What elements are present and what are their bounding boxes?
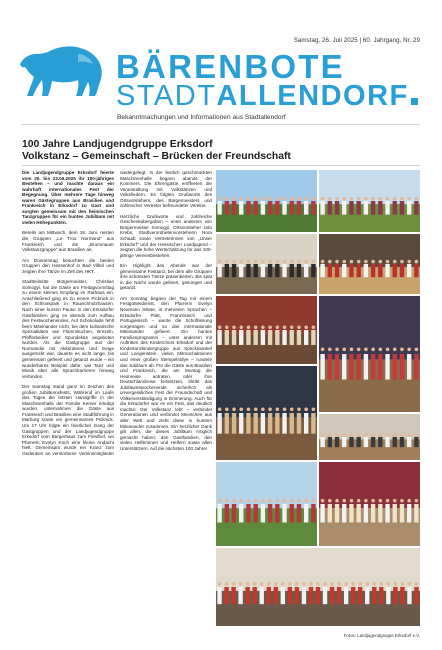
article-paragraph: Ein Highlight des Abends war der gemeinsame Festtanz, bei dem alle Gruppen ihre schönsten Tänze präsentierten. Bis spät in die Nacht wurde gefeiert, gesungen und getanzt.	[120, 263, 212, 291]
masthead-title-bottom	[116, 82, 418, 111]
photo-evening-dance	[216, 366, 317, 460]
photo-stage-group	[216, 296, 317, 364]
issue-date: Samstag, 26. Juli 2025 | 60. Jahrgang, Nr. 29	[293, 37, 420, 44]
article-lead: Die Landjugendgruppe Erksdorf feierte vom 20. bis 22.06.2025 ihr 100-jähriges Bestehen – und machte daraus ein wahrhaft internationales Fest der Begegnung. Über mehrere Tage hinweg waren Gästegruppen aus Brasilien und Frankreich in Erksdorf zu Gast und sorgten gemeinsam mit den heimischen Tanzgruppen für ein buntes Jubiläum mit vielen Höhepunkten.	[22, 170, 114, 225]
masthead-title-bold: ALLENDORF	[216, 80, 409, 112]
masthead-divider	[22, 124, 420, 125]
masthead	[0, 0, 442, 125]
article-paragraph: Am Sonntag begann der Tag mit einem Festgottesdienst, den Pfarrerin Evelyn Neumann leitete, in mehreren Sprachen – Erksdorfer Platt, Französisch und Portugiesisch – wurde die Schriftlesung vorgetragen und so das internationale Miteinander gefeiert. Ein buntes Familienprogramm – unter anderem mit Auftritten des Kinderchors Erksdorf und der Kindertanzkindergruppe aus Speckswinkel und Langenstein, vielen Mitmachaktionen und einer großen Stempelrallye – rundete das Jubiläum ab. Für die Gäste aus Brasilien und Frankreich, die am Montag die Heimreise antraten, oder ihre Deutschlandreise fortsetzten, bleibt das Jubiläumswochenende sicherlich als unvergessliches Fest der Freundschaft und Völkerverständigung in Erinnerung. Auch für die Erksdorfer war es ein Fest, das deutlich machte: Der Volkstanz lebt – verbindet Generationen und verbindet Menschen aus aller Welt und zieht diese in buntem Miteinander zusammen. Ein herzlicher Dank gilt allen, die dieses Jubiläum möglich gemacht haben: den Gastfamilien, den vielen Helferinnen und Helfern sowie allen Unterstützern. Auf die nächsten 100 Jahre!	[120, 295, 212, 451]
photo-group-outdoor-image	[216, 170, 317, 232]
photo-church-service-image	[319, 414, 420, 460]
article-paragraph: Herzliche Grußworte und zahlreiche Geschenkübergaben – unter anderem von Bürgermeister Somogyi, Ortsvorsteher Udo Krebs, Stadtverordnetenvorsteherin Nora Schaab sowie Vertreterinnen von „Unser Erksdorf“ und der Hessischen Landjugend – zeigten die hohe Wertschätzung für das 100-jährige Vereinsbestehen.	[120, 213, 212, 258]
article-paragraph: Der Samstag stand ganz im Zeichen des großen Jubiläumsfests. Während im Laufe des Tages die letzten Handgriffe in der Maschinenhalle der Familie Kerner erledigt wurden, unternahmen die Gäste aus Frankreich und Brasilien eine Stadtführung in Marburg sowie ein gemeinsames Picknick. Um 17 Uhr folgte ein feierlicher Gang der Gastgruppen und der Landjugendgruppe Erksdorf vom Bürgerhaus zum Friedhof, wo Pfarrerin Evelyn Koch eine kleine Andacht hielt. Gemeinsam wurde ein Kranz zum Gedenken an verstorbene Vereinsmitglieder niedergelegt. In der festlich geschmückten Maschinenhalle begann abends der Kommers. Die Ehrengäste eröffneten die Veranstaltung mit Volkstänzen und Volksliedern. Es folgten Grußworte des Ortsvorstehers, des Bürgermeisters und zahlreicher Vertreter befreundeter Vereine.	[22, 170, 212, 456]
headline-line-2: Volkstanz – Gemeinschaft – Brücken der Freundschaft	[22, 151, 291, 162]
photo-festival-tent	[216, 548, 420, 626]
photo-group-meadow-image	[319, 170, 420, 232]
photo-garden-group-image	[216, 462, 317, 546]
masthead-dot-icon	[411, 98, 418, 105]
photo-garden-group	[216, 462, 317, 546]
photo-folk-dancers	[319, 296, 420, 412]
photo-brazil-dancers	[319, 462, 420, 546]
photo-church-service	[319, 414, 420, 460]
photo-hall-dance	[319, 234, 420, 294]
masthead-title-top: BÄRENBOTE	[116, 48, 345, 85]
article-paragraph: Am Donnerstag besuchten die beiden Gruppen den Hessenhof in Bad Vilbel und zeigten ihre Tänze im Zelt des HKT.	[22, 257, 114, 274]
masthead-title-light: STADT	[116, 80, 217, 112]
photo-hall-dance-image	[319, 234, 420, 294]
photo-brazil-dancers-image	[319, 462, 420, 546]
headline-divider	[22, 165, 420, 166]
article-paragraph: Stadtteilmitte Bürgermeister, Christian Somogyi, hat die Gäste am Freitagvormittag zu einem kleinen Empfang im Rathaus ein. Anschließend ging es zu einem Picknick in den Schlosspark in Rauischholzhausen. Nach einer kurzen Pause in den Erksdorfer Gastfamilien ging es abends zum Aufbau des Festwochenendes. Auf Schokolade fehlt beim Miteinander nicht, bei dem kulinarische Spezialitäten wie Flammkuchen, Brezeln, Pfefferbeißer und Spundekäs angeboten wurden. Als die Gastgruppe aus der Normandie mit Akkordeons und Geige ausgerückt war, dauerte es nicht lange, bis gemeinsam gefeiert und getanzt wurde – ein wunderbares Beispiel dafür, wie Tanz und Musik über alle Sprachbarrieren hinweg verbinden.	[22, 279, 114, 379]
photo-wreath-ceremony-image	[216, 234, 317, 294]
photo-folk-dancers-image	[319, 296, 420, 412]
article-paragraph: Bereits am Mittwoch, dem 18. Juni, reisten die Gruppen „Le Trou Normand“ aus Frankreich und die „Brummauer Volkstanzgruppe“ aus Brasilien an.	[22, 230, 114, 253]
photo-collage	[216, 170, 420, 626]
photo-evening-dance-image	[216, 366, 317, 460]
photo-festival-tent-image	[216, 548, 420, 626]
photo-group-outdoor	[216, 170, 317, 232]
bear-logo-icon	[18, 36, 104, 98]
photo-group-meadow	[319, 170, 420, 232]
photo-wreath-ceremony	[216, 234, 317, 294]
article-headline	[22, 139, 422, 163]
photo-credit: Fotos: Landjugendgruppe Erksdorf e.V.	[343, 633, 420, 638]
headline-line-1: 100 Jahre Landjugendgruppe Erksdorf	[22, 139, 213, 150]
photo-stage-group-image	[216, 296, 317, 364]
article-body	[22, 170, 212, 645]
masthead-subtitle: Bekanntmachungen und Informationen aus Stadtallendorf	[117, 114, 286, 121]
